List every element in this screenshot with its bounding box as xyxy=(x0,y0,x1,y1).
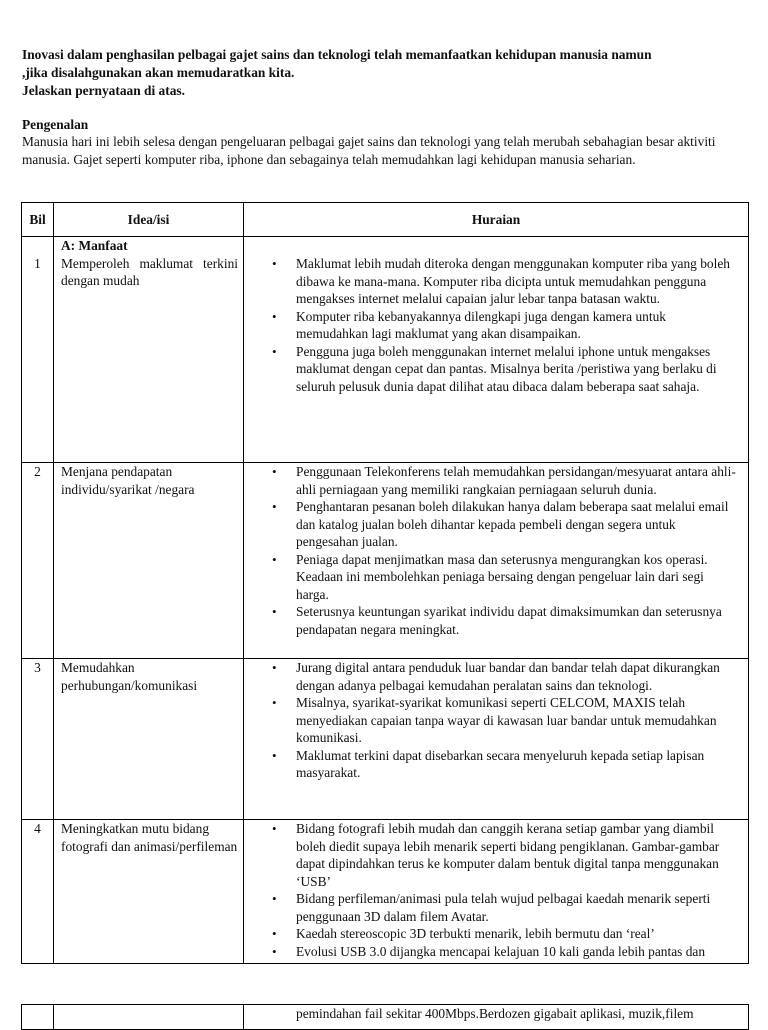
header-bil: Bil xyxy=(22,203,54,237)
idea-text: Menjana pendapatan individu/syarikat /negara xyxy=(61,464,195,497)
idea-cell xyxy=(54,463,244,659)
bullet-point: • Seterusnya keuntungan syarikat individu dapat dimaksimumkan dan seterusnya pendapatan negara meningkat. xyxy=(296,603,738,638)
header-idea: Idea/isi xyxy=(54,203,244,237)
bullet-list xyxy=(270,255,738,395)
bullet-point: • Kaedah stereoscopic 3D terbukti menarik, lebih bermutu dan ‘real’ xyxy=(296,925,738,943)
bullet-point: • Komputer riba kebanyakannya dilengkapi juga dengan kamera untuk memudahkan lagi maklumat yang akan disampaikan. xyxy=(296,308,738,343)
bullet-point: • Misalnya, syarikat-syarikat komunikasi seperti CELCOM, MAXIS telah menyediakan capaian tanpa wayar di kawasan luar bandar untuk memudahkan komunikasi. xyxy=(296,694,738,747)
table-row xyxy=(22,1005,749,1030)
question-line: Inovasi dalam penghasilan pelbagai gajet sains dan teknologi telah memanfaatkan kehidupan manusia namun xyxy=(22,47,652,62)
bullet-point: • Maklumat terkini dapat disebarkan secara menyeluruh kepada setiap lapisan masyarakat. xyxy=(296,747,738,782)
bullet-point: • Penggunaan Telekonferens telah memudahkan persidangan/mesyuarat antara ahli-ahli perniagaan yang memiliki rangkaian perniagaan seluruh dunia. xyxy=(296,463,738,498)
bullet-list xyxy=(270,659,738,782)
huraian-cell xyxy=(244,820,749,964)
empty-idea-cell xyxy=(54,1005,244,1030)
content-table xyxy=(21,202,749,964)
bullet-list xyxy=(270,820,738,960)
bullet-point: • Bidang perfileman/animasi pula telah wujud pelbagai kaedah menarik seperti penggunaan 3D dalam filem Avatar. xyxy=(296,890,738,925)
bullet-point: • Evolusi USB 3.0 dijangka mencapai kelajuan 10 kali ganda lebih pantas dan xyxy=(296,943,738,961)
bullet-point: • Peniaga dapat menjimatkan masa dan seterusnya mengurangkan kos operasi. Keadaan ini membolehkan peniaga bersaing dengan pengeluar lain dari segi harga. xyxy=(296,551,738,604)
row-number: 1 xyxy=(22,237,54,463)
continuation-table xyxy=(21,1004,749,1030)
huraian-cell xyxy=(244,659,749,820)
bullet-point: • Pengguna juga boleh menggunakan internet melalui iphone untuk mengakses maklumat dengan cepat dan pantas. Misalnya berita /peristiwa yang berlaku di seluruh pelusuk dunia dapat dilihat atau dibaca dalam beberapa saat sahaja. xyxy=(296,343,738,396)
question-line: Jelaskan pernyataan di atas. xyxy=(22,83,185,98)
idea-text: Meningkatkan mutu bidang fotografi dan animasi/perfileman xyxy=(61,821,238,854)
idea-cell xyxy=(54,659,244,820)
intro-heading: Pengenalan xyxy=(22,117,89,132)
bullet-list xyxy=(270,463,738,638)
idea-cell xyxy=(54,237,244,463)
table-header-row xyxy=(22,203,749,237)
continuation-text: pemindahan fail sekitar 400Mbps.Berdozen gigabait aplikasi, muzik,filem xyxy=(296,1006,694,1021)
question-text xyxy=(22,46,748,100)
bullet-point: • Jurang digital antara penduduk luar bandar dan bandar telah dapat dikurangkan dengan adanya pelbagai kemudahan peralatan sains dan teknologi. xyxy=(296,659,738,694)
idea-text: Memperoleh maklumat terkini dengan mudah xyxy=(61,255,238,288)
intro-paragraph: Manusia hari ini lebih selesa dengan pengeluaran pelbagai gajet sains dan teknologi yang telah merubah sebahagian besar aktiviti manusia. Gajet seperti komputer riba, iphone dan sebagainya telah memudahkan lagi kehidupan manusia seharian. xyxy=(22,134,716,167)
idea-cell xyxy=(54,820,244,964)
row-number: 2 xyxy=(22,463,54,659)
table-row xyxy=(22,463,749,659)
section-label: A: Manfaat xyxy=(61,238,128,253)
idea-text: Memudahkan perhubungan/komunikasi xyxy=(61,660,198,693)
row-number: 3 xyxy=(22,659,54,820)
huraian-cell xyxy=(244,237,749,463)
bullet-point: • Bidang fotografi lebih mudah dan canggih kerana setiap gambar yang diambil boleh diedit supaya lebih menarik seperti bidang pengiklanan. Gambar-gambar dapat dipindahkan terus ke komputer dalam bentuk digital tanpa menggunakan ‘USB’ xyxy=(296,820,738,890)
table-row xyxy=(22,820,749,964)
bullet-point: • Penghantaran pesanan boleh dilakukan hanya dalam beberapa saat melalui email dan katalog jualan boleh dihantar kepada pembeli dengan segera untuk pengesahan jualan. xyxy=(296,498,738,551)
table-row xyxy=(22,659,749,820)
huraian-cell xyxy=(244,463,749,659)
row-number: 4 xyxy=(22,820,54,964)
huraian-cell xyxy=(244,1005,749,1030)
bullet-point: • Maklumat lebih mudah diteroka dengan menggunakan komputer riba yang boleh dibawa ke mana-mana. Komputer riba dicipta untuk memudahkan pengguna mengakses internet melalui capaian jalur lebar tanpa batasan waktu. xyxy=(296,255,738,308)
table-row xyxy=(22,237,749,463)
question-line: ,jika disalahgunakan akan memudaratkan kita. xyxy=(22,65,295,80)
header-huraian: Huraian xyxy=(244,203,749,237)
empty-bil-cell xyxy=(22,1005,54,1030)
